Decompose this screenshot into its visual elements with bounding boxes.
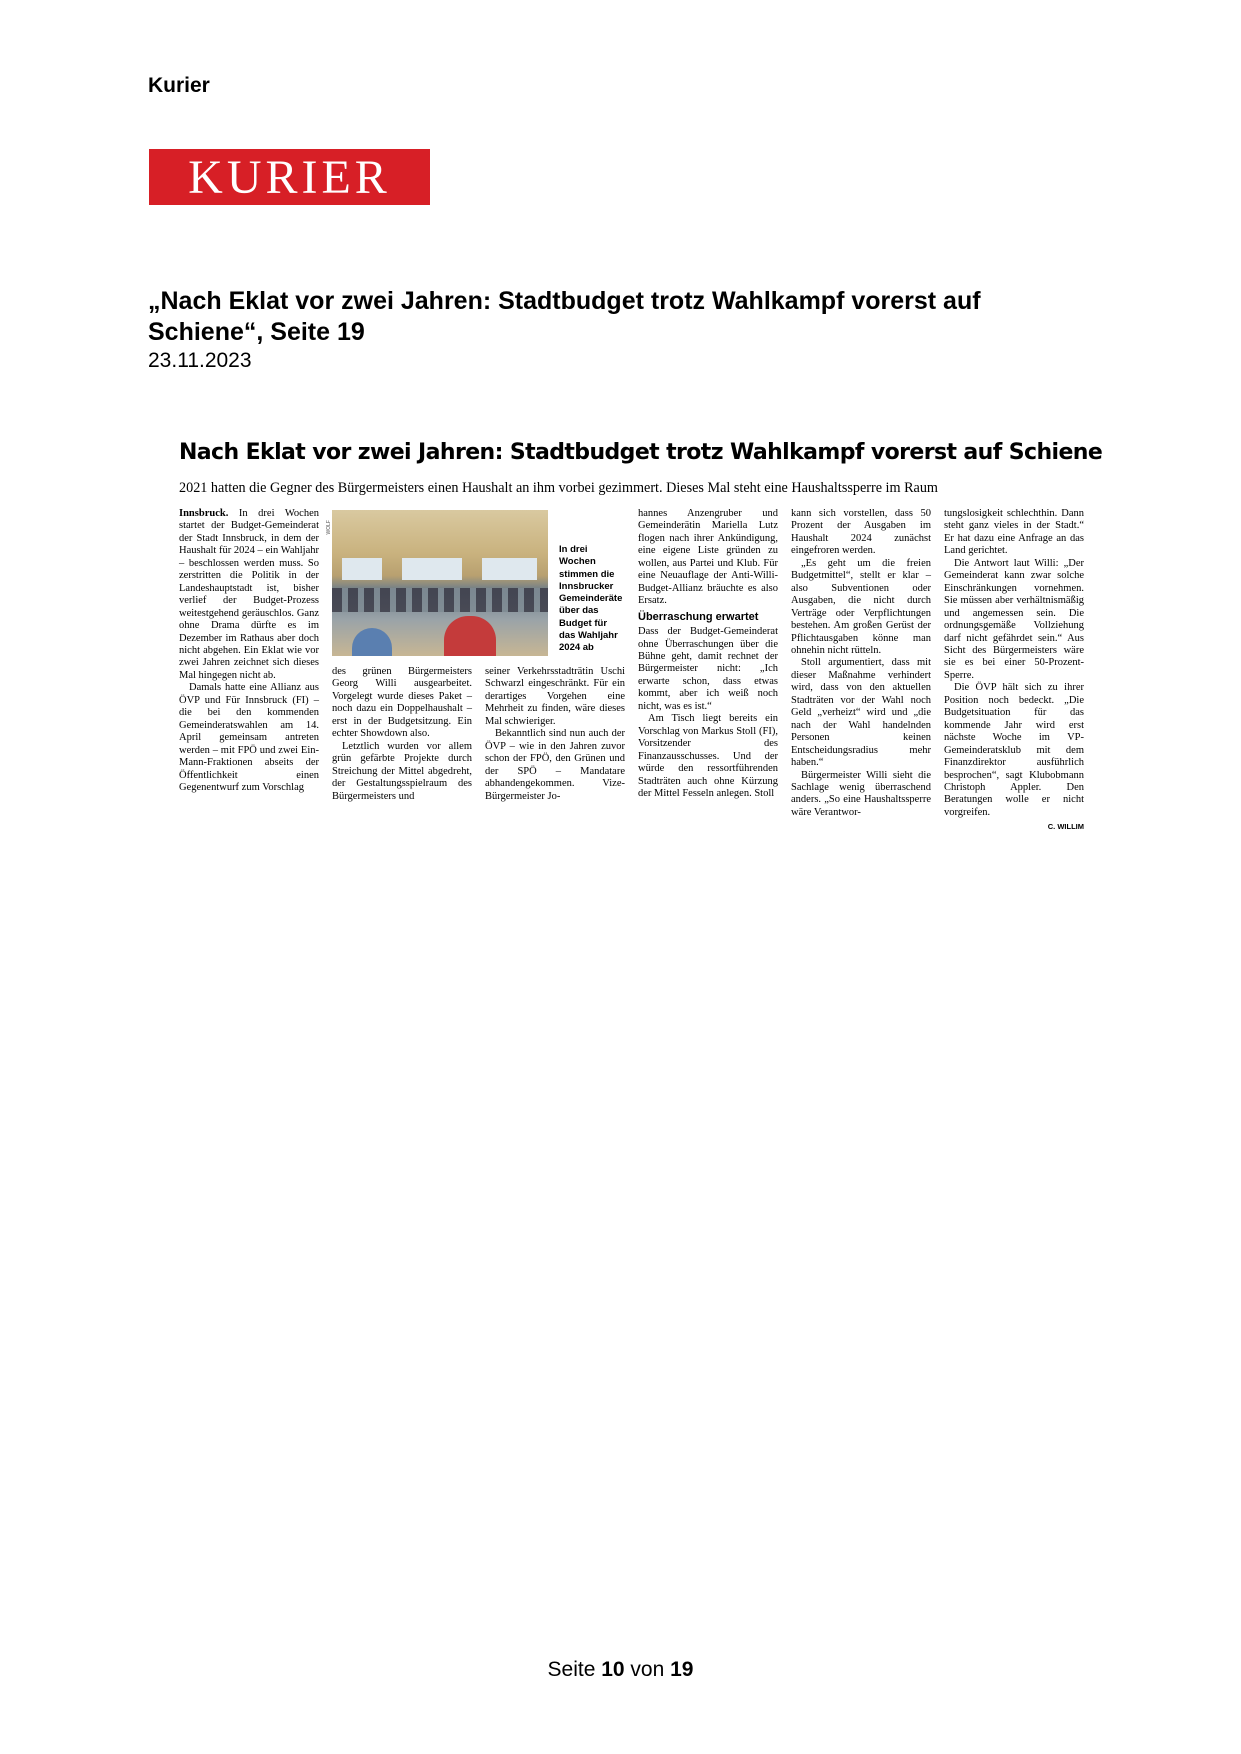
article-paragraph: seiner Verkehrsstadträtin Uschi Schwarzl eingeschränkt. Für ein derartiges Vorgehen eine Mehrheit zu finden, wäre dieses Mal schwieriger. bbox=[485, 666, 625, 727]
photo-seats bbox=[332, 588, 548, 612]
article-paragraph: Stoll argumentiert, dass mit dieser Maßnahme verhindert wird, dass von den aktuellen Stadträten vor der Wahl noch Geld „verheizt“ wird und „die nach der Wahl handelnden Personen keinen Entscheidungsradius mehr haben.“ bbox=[791, 657, 931, 769]
photo-window bbox=[402, 558, 462, 580]
photo-window bbox=[342, 558, 382, 580]
article-subtitle: 2021 hatten die Gegner des Bürgermeisters einen Haushalt an ihm vorbei gezimmert. Dieses Mal steht eine Haushaltssperre im Raum bbox=[179, 480, 938, 496]
article-subheading: Überraschung erwartet bbox=[638, 610, 759, 623]
article-paragraph: „Es geht um die freien Budgetmittel“, stellt er klar – also Subventionen oder Ausgaben, die nicht durch Verträge oder Verpflichtungen bestehen. Am großen Gerüst der Pflichtausgaben könne man ohnehin nicht rütteln. bbox=[791, 557, 931, 656]
footer-middle: von bbox=[624, 1658, 671, 1681]
article-paragraph: Damals hatte eine Allianz aus ÖVP und Für Innsbruck (FI) – die bei den kommenden Gemeinderatswahlen am 14. April gemeinsam antreten werden – mit FPÖ und zwei Ein-Mann-Fraktionen abseits der Öffentlichkeit einen Gegenentwurf zum Vorschlag bbox=[179, 682, 319, 793]
footer-page-number: 10 bbox=[601, 1658, 625, 1681]
photo-person bbox=[352, 628, 392, 656]
document-date: 23.11.2023 bbox=[148, 349, 252, 372]
kurier-logo: KURIER bbox=[149, 149, 430, 205]
article-column-3 bbox=[485, 666, 625, 803]
article-paragraph: Dass der Budget-Gemeinderat ohne Überraschungen über die Bühne geht, damit rechnet der Bürgermeister nicht: „Ich erwarte schon, dass etwas kommt, aber ich weiß noch nicht, was es ist.“ bbox=[638, 626, 778, 712]
document-title: „Nach Eklat vor zwei Jahren: Stadtbudget trotz Wahlkampf vorerst auf Schiene“, Seite 19 bbox=[148, 287, 981, 346]
article-paragraph: Bürgermeister Willi sieht die Sachlage wenig überraschend anders. „So eine Haushaltssperre wäre Verantwor- bbox=[791, 769, 931, 818]
article-text: In drei Wochen startet der Budget-Gemeinderat der Stadt Innsbruck, in dem der Haushalt für 2024 – ein Wahljahr – beschlossen werden muss. So zerstritten die Politik in der Landeshauptstadt ist, bisher verlief der Budget-Prozess weitestgehend geräuschlos. Ganz ohne Drama dürfte es im Dezember im Rathaus aber doch nicht abgehen. Ein Eklat wie vor zwei Jahren zeichnet sich dieses Mal hingegen nicht ab. bbox=[179, 508, 319, 681]
article-column-6 bbox=[944, 508, 1084, 834]
article-paragraph: Die ÖVP hält sich zu ihrer Position noch bedeckt. „Die Budgetsituation für das kommende Jahr wird erst nächste Woche im VP-Gemeinderatsklub mit dem Finanzdirektor ausführlich besprochen“, sagt Klubobmann Christoph Appler. Den Beratungen wolle er nicht vorgreifen. bbox=[944, 682, 1084, 818]
newspaper-clipping bbox=[176, 440, 1103, 832]
article-title: Nach Eklat vor zwei Jahren: Stadtbudget trotz Wahlkampf vorerst auf Schiene bbox=[179, 440, 1103, 465]
source-name: Kurier bbox=[148, 74, 210, 97]
article-paragraph: des grünen Bürgermeisters Georg Willi ausgearbeitet. Vorgelegt wurde dieses Paket – noch dazu ein Doppelhaushalt – erst in der Budgetsitzung. Ein echter Showdown also. bbox=[332, 666, 472, 740]
article-paragraph: kann sich vorstellen, dass 50 Prozent der Ausgaben im Haushalt 2024 zunächst eingefroren werden. bbox=[791, 508, 931, 557]
photo-window bbox=[482, 558, 537, 580]
article-column-4 bbox=[638, 508, 778, 800]
article-column-2 bbox=[332, 666, 472, 803]
footer-prefix: Seite bbox=[547, 1658, 602, 1681]
article-photo bbox=[332, 510, 548, 656]
article-paragraph: Bekanntlich sind nun auch der ÖVP – wie in den Jahren zuvor schon der FPÖ, den Grünen und der SPÖ – Mandatare abhandengekommen. Vize-Bürgermeister Jo- bbox=[485, 728, 625, 802]
article-paragraph: Letztlich wurden vor allem grün gefärbte Projekte durch Streichung der Mittel abgedreht, der Gestaltungsspielraum des Bürgermeisters und bbox=[332, 740, 472, 802]
page-footer bbox=[0, 1658, 1241, 1682]
photo-credit: WOLF bbox=[326, 520, 332, 535]
article-column-5 bbox=[791, 508, 931, 819]
photo-person bbox=[444, 616, 496, 656]
article-column-1 bbox=[179, 508, 319, 794]
footer-total-pages: 19 bbox=[670, 1658, 694, 1681]
article-paragraph: tungslosigkeit schlechthin. Dann steht ganz vieles in der Stadt.“ Er hat dazu eine Anfrage an das Land gerichtet. bbox=[944, 508, 1084, 557]
article-author: C. WILLIM bbox=[1047, 822, 1084, 832]
photo-caption: In drei Wochen stimmen die Innsbrucker Gemeinderäte über das Budget für das Wahljahr 2024 ab bbox=[559, 544, 623, 654]
article-paragraph bbox=[179, 508, 319, 682]
article-dateline: Innsbruck. bbox=[179, 508, 229, 519]
article-paragraph: Am Tisch liegt bereits ein Vorschlag von Markus Stoll (FI), Vorsitzender des Finanzausschusses. Und der würde den ressortführenden Stadträten auch ohne Kürzung der Mittel Fesseln anlegen. Stoll bbox=[638, 713, 778, 799]
article-paragraph: Die Antwort laut Willi: „Der Gemeinderat kann zwar solche Einschränkungen vornehmen. Sie müssen aber verhältnismäßig und angemessen sein. Die ordnungsgemäße Vollziehung darf nicht gefährdet sein.“ Aus Sicht des Bürgermeisters wäre sie es bei einer 50-Prozent-Sperre. bbox=[944, 557, 1084, 681]
article-paragraph: hannes Anzengruber und Gemeinderätin Mariella Lutz flogen nach ihrer Ankündigung, eine eigene Liste gründen zu wollen, aus Partei und Klub. Für eine Neuauflage der Anti-Willi-Budget-Allianz bräuchte es also Ersatz. bbox=[638, 508, 778, 607]
